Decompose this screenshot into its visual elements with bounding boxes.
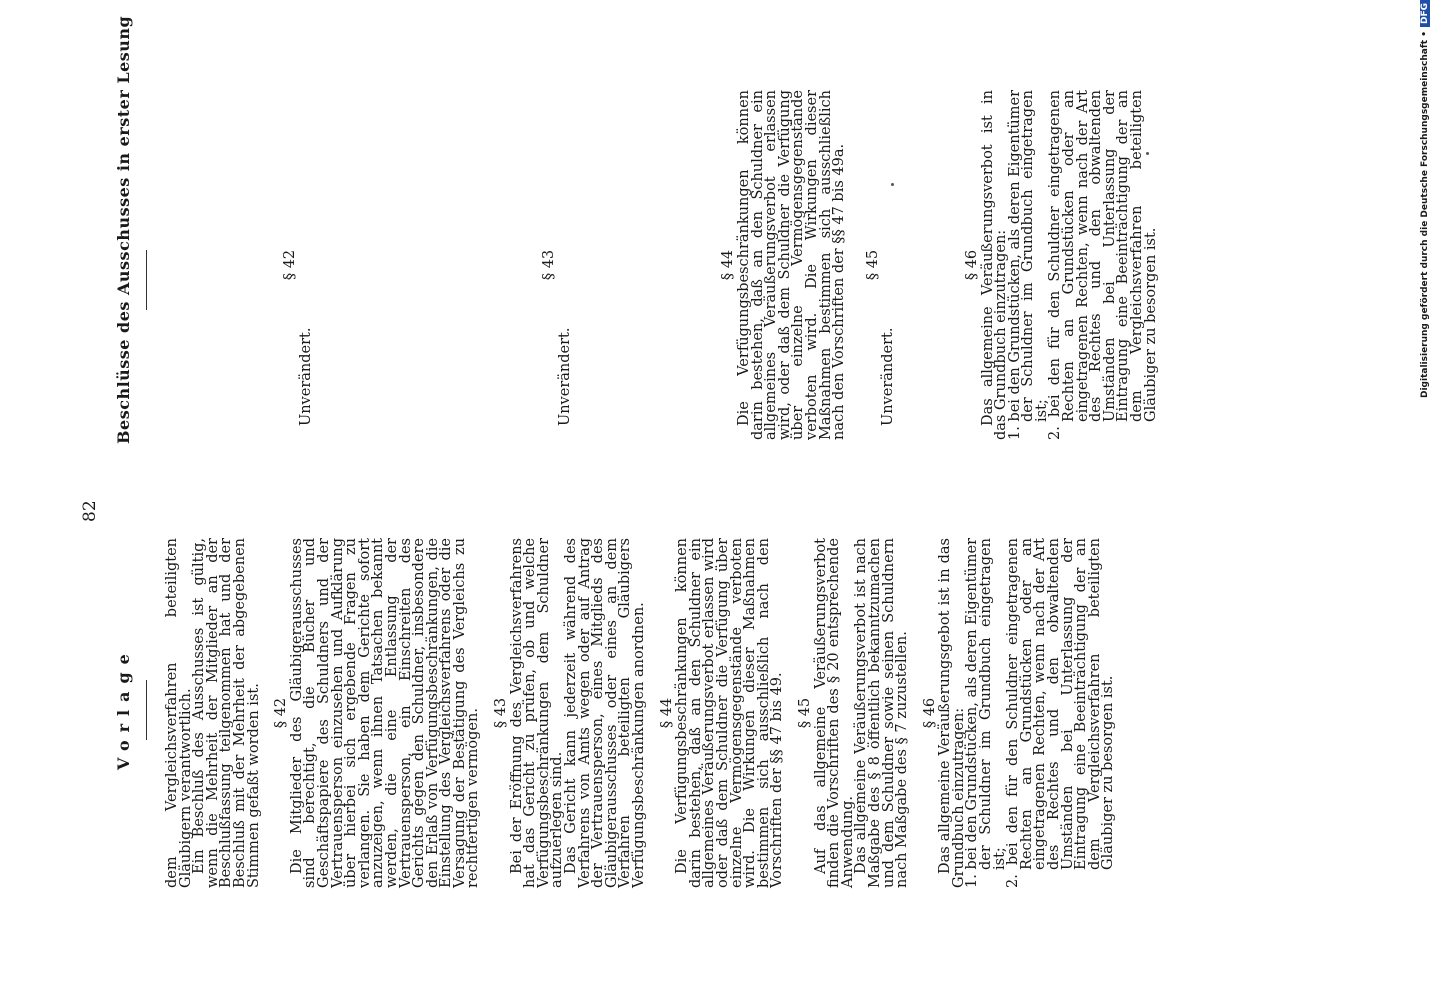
left-heading-rule bbox=[146, 680, 147, 740]
left-s44-text: Die Verfügungsbeschränkungen können darin bestehen, daß an den Schuldner ein allgemeines Veräußerungsverbot erlassen wird oder daß dem Schuldner die Verfügung über einzelne Vermögensgegenstände verboten wird. Die Wirkungen dieser Maßnahmen bestimmen sich ausschließlich nach den Vorschriften der §§ 47 bis 49. bbox=[674, 538, 786, 888]
left-s45-text-2: Das allgemeine Veräußerungsverbot ist nach Maßgabe des § 8 öffentlich bekanntzumachen und dem Schuldner sowie seinen Schuldnern nach Maßgabe des § 7 zuzustellen. bbox=[853, 538, 911, 888]
left-s43-text-2: Das Gericht kann jederzeit während des Verfahrens von Amts wegen oder auf Antrag der Vertrauensperson, eines Mitglieds des Gläubigerausschusses oder eines an dem Verfahren beteiligten Gläubigers Verfügungsbeschränkungen anordnen. bbox=[563, 538, 647, 888]
right-s45-title: § 45 bbox=[864, 249, 881, 281]
left-s43-title: § 43 bbox=[493, 697, 510, 729]
right-s45-text: Unverändert. bbox=[880, 327, 897, 426]
right-s44-text: Die Verfügungsbeschränkungen können darin bestehen, daß an den Schuldner ein allgemeines Veräußerungsverbot erlassen wird, oder daß dem Schuldner die Verfügung über einzelne Vermögensgegenstände verboten wird. Die Wirkungen dieser Maßnahmen bestimmen sich ausschließlich nach den Vorschriften der §§ 47 bis 49a. bbox=[735, 90, 848, 440]
dfg-logo: DFG bbox=[1420, 0, 1430, 27]
left-intro-1: dem Vergleichsverfahren beteiligten Gläubigern verantwortlich. bbox=[164, 538, 194, 888]
dfg-watermark-text: Digitalisierung gefördert durch die Deutsche Forschungsgemeinschaft • bbox=[1420, 31, 1430, 398]
left-s45-title: § 45 bbox=[796, 697, 813, 729]
scan-speck bbox=[1146, 152, 1149, 155]
right-s46-item-2: 2. bei den für den Schuldner eingetragenen Rechten an Grundstücken oder an eingetragenen Rechten, wenn nach der Art des Rechtes und den obwaltenden Umständen bei Unterlassung der Eintragung eine Beeinträchtigung der an dem Vergleichsverfahren beteiligten Gläubiger zu besorgen ist. bbox=[1047, 90, 1159, 440]
left-s43-text-1: Bei der Eröffnung des Vergleichsverfahrens hat das Gericht zu prüfen, ob und welche Verfügungsbeschränkungen dem Schuldner aufzuerlegen sind. bbox=[508, 538, 566, 888]
left-s44-title: § 44 bbox=[658, 697, 675, 729]
right-s43-text: Unverändert. bbox=[556, 327, 573, 426]
right-s46-text: Das allgemeine Veräußerungsverbot ist in das Grundbuch einzutragen: bbox=[979, 90, 1010, 440]
left-s42-text: Die Mitglieder des Gläubigerausschusses sind berechtigt, die Bücher und Geschäftspapiere des Schuldners und der Vertrauensperson einzusehen und Aufklärung über hierbei sich ergebende Fragen zu verlangen. Sie haben dem Gerichte sofort anzuzeigen, wenn ihnen Tatsachen bekannt werden, die eine Entlassung der Vertrauensperson, ein Einschreiten des Gerichts gegen den Schuldner, insbesondere den Erlaß von Verfügungsbeschränkungen, die Einstellung des Vergleichsverfahrens oder die Versagung der Bestätigung des Vergleichs zu rechtfertigen vermögen. bbox=[288, 538, 482, 888]
left-intro-2: Ein Beschluß des Ausschusses ist gültig, wenn die Mehrheit der Mitglieder an der Beschlußfassung teilgenommen hat und der Beschluß mit der Mehrheit der abgegebenen Stimmen gefaßt worden ist. bbox=[191, 538, 262, 888]
left-s46-item-2: 2. bei den für den Schuldner eingetragenen Rechten an Grundstücken oder an eingetragenen Rechten, wenn nach der Art des Rechtes und den obwaltenden Umständen bei Unterlassung der Eintragung eine Beeinträchtigung der an dem Vergleichsverfahren beteiligten Gläubiger zu besorgen ist. bbox=[1005, 538, 1117, 888]
page-number: 82 bbox=[80, 500, 100, 522]
right-heading-rule bbox=[146, 250, 147, 310]
right-column bbox=[166, 90, 1158, 440]
left-s42-title: § 42 bbox=[273, 697, 290, 729]
right-column-heading: Beschlüsse des Ausschusses in erster Lesung bbox=[114, 15, 133, 444]
right-s44-title: § 44 bbox=[720, 249, 737, 281]
left-s45-text-1: Auf das allgemeine Veräußerungsverbot finden die Vorschriften des § 20 entsprechende Anwendung. bbox=[812, 538, 856, 888]
right-s42-text: Unverändert. bbox=[297, 327, 314, 426]
dfg-watermark bbox=[1418, 3, 1432, 398]
scan-speck bbox=[891, 183, 894, 186]
left-column-heading: Vorlage bbox=[114, 646, 133, 770]
left-s46-text: Das allgemeine Veräußerungsgebot ist in das Grundbuch einzutragen: bbox=[937, 538, 967, 888]
right-s46-item-1: 1. bei den Grundstücken, als deren Eigentümer der Schuldner im Grundbuch eingetragen ist; bbox=[1006, 90, 1050, 440]
right-s43-title: § 43 bbox=[541, 249, 558, 281]
right-s46-title: § 46 bbox=[963, 249, 980, 281]
right-s42-title: § 42 bbox=[282, 249, 298, 281]
left-s46-title: § 46 bbox=[921, 697, 938, 729]
left-s46-item-1: 1. bei den Grundstücken, als deren Eigentümer der Schuldner im Grundbuch eingetragen ist; bbox=[964, 538, 1008, 888]
left-column bbox=[166, 538, 1116, 888]
